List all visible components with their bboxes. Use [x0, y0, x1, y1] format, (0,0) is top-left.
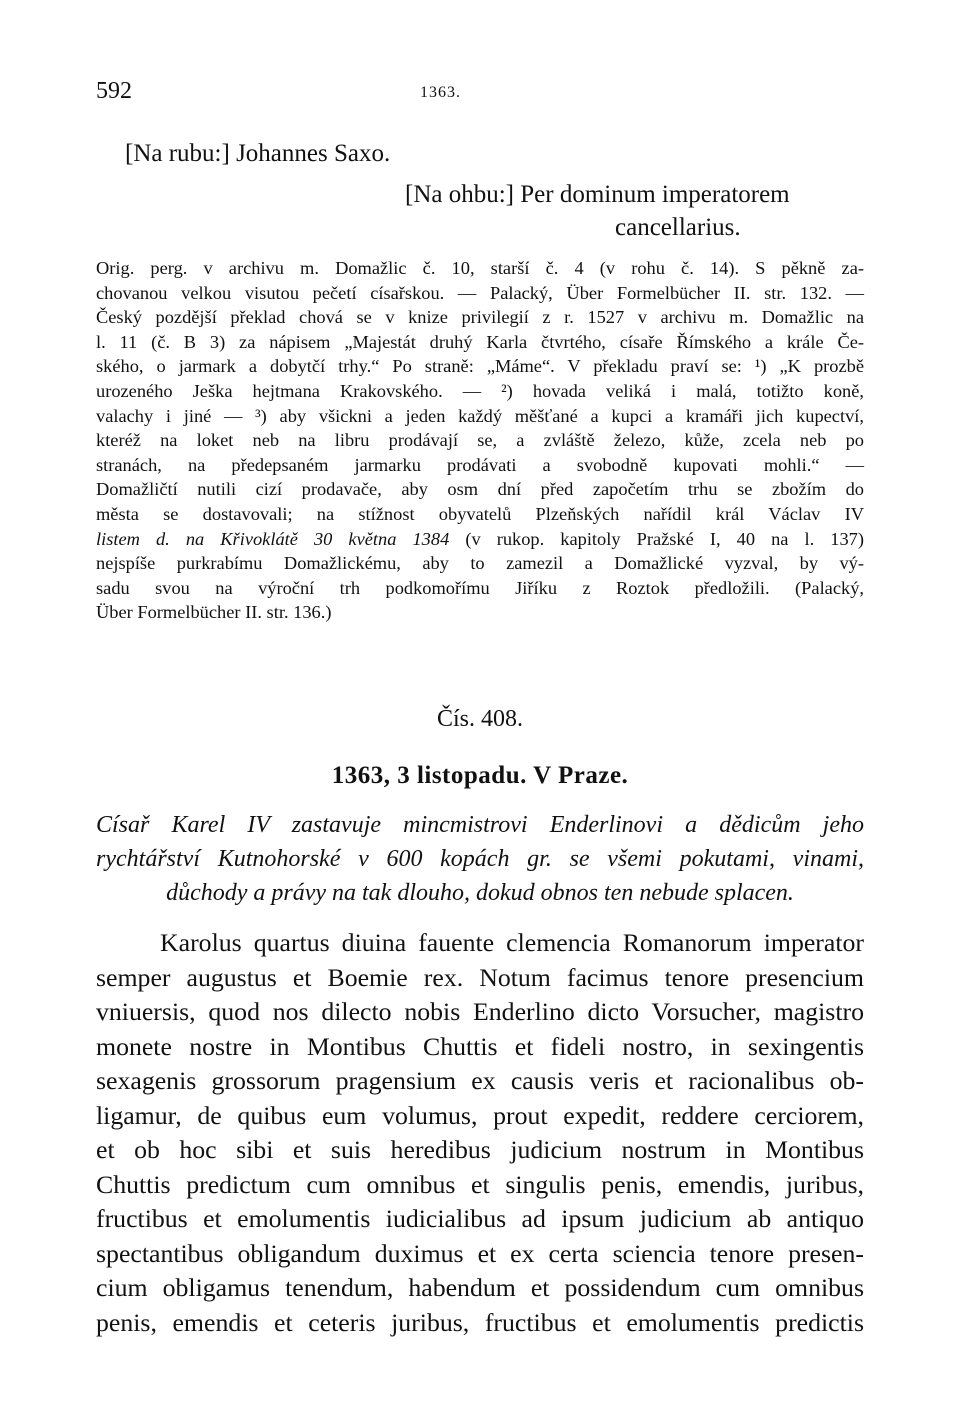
endorsement-rubus: [Na rubu:] Johannes Saxo.	[125, 140, 391, 167]
apparatus-line: l. 11 (č. B 3) za nápisem „Majestát druhý Karla čtvrtého, císaře Římského a krále Če-	[96, 331, 864, 352]
charter-line: fructibus et emolumentis iudicialibus ad ipsum judicium ab antiquo	[96, 1204, 864, 1233]
charter-line: spectantibus obligandum duximus et ex certa sciencia tenore presen-	[96, 1238, 864, 1268]
endorsement-ohbu-continued: cancellarius.	[615, 214, 741, 241]
endorsement-ohbu: [Na ohbu:] Per dominum imperatorem	[405, 181, 790, 208]
apparatus-line: stranách, na předepsaném jarmarku prodávati a svobodně kupovati mohli.“ —	[96, 454, 864, 475]
apparatus-line: valachy i jiné — ³) aby všickni a jeden každý měšťané a kupci a kramáři jich kupectví,	[96, 405, 864, 426]
charter-line: semper augustus et Boemie rex. Notum facimus tenore presencium	[96, 962, 864, 992]
regest-summary	[96, 808, 864, 910]
charter-line: vniuersis, quod nos dilecto nobis Enderlino dicto Vorsucher, magistro	[96, 997, 864, 1026]
date-place-heading: 1363, 3 listopadu. V Praze.	[331, 762, 629, 789]
charter-line: penis, emendis et ceteris juribus, fructibus et emolumentis predictis	[96, 1307, 864, 1337]
page-number: 592	[96, 78, 132, 104]
apparatus-italic-citation: listem d. na Křivoklátě 30 května 1384	[96, 528, 450, 549]
apparatus-citation-rest: (v rukop. kapitoly Pražské I, 40 na l. 137)	[449, 528, 864, 549]
apparatus-line: urozeného Ješka hejtmana Krakovského. — ²) hovada veliká i malá, totižto koně,	[96, 380, 864, 401]
critical-apparatus	[96, 256, 864, 625]
apparatus-line: města se dostavovali; na stížnost obyvatelů Plzeňských nařídil král Václav IV	[96, 503, 864, 524]
apparatus-line: sadu svou na výroční trh podkomořímu Jiříku z Roztok předložili. (Palacký,	[96, 577, 864, 598]
charter-line: Chuttis predictum cum omnibus et singulis penis, emendis, juribus,	[96, 1169, 864, 1199]
apparatus-line: Orig. perg. v archivu m. Domažlic č. 10, starší č. 4 (v rohu č. 14). S pěkně za-	[96, 258, 864, 278]
apparatus-line: Über Formelbücher II. str. 136.)	[96, 602, 332, 623]
apparatus-line-with-italic	[96, 527, 864, 552]
regest-line: důchody a právy na tak dlouho, dokud obnos ten nebude splacen.	[166, 880, 794, 906]
charter-line: monete nostre in Montibus Chuttis et fideli nostro, in sexingentis	[96, 1031, 864, 1061]
apparatus-line: ského, o jarmark a dobytčí trhy.“ Po straně: „Máme“. V překladu praví se: ¹) „K prozbě	[96, 356, 864, 377]
charter-line: Karolus quartus diuina fauente clemencia Romanorum imperator	[160, 928, 864, 957]
document-number: Čís. 408.	[436, 706, 523, 732]
regest-line: Císař Karel IV zastavuje mincmistrovi Enderlinovi a dědicům jeho	[96, 812, 864, 838]
apparatus-line: Domažličtí nutili cizí prodavače, aby osm dní před započetím trhu se zbožím do	[96, 479, 864, 500]
apparatus-line: nejspíše purkrabímu Domažlickému, aby to zamezil a Domažlické vyzval, by vý-	[96, 553, 864, 574]
regest-line: rychtářství Kutnohorské v 600 kopách gr. se všemi pokutami, vinami,	[96, 846, 864, 872]
charter-text	[96, 926, 864, 1340]
charter-line: ligamur, de quibus eum volumus, prout expedit, reddere cerciorem,	[96, 1100, 864, 1130]
running-head: 1363.	[420, 84, 461, 101]
charter-line: cium obligamus tenendum, habendum et possidendum cum omnibus	[96, 1273, 864, 1302]
apparatus-line: chovanou velkou visutou pečetí císařskou. — Palacký, Über Formelbücher II. str. 132. —	[96, 282, 864, 303]
charter-line: et ob hoc sibi et suis heredibus judicium nostrum in Montibus	[96, 1135, 864, 1164]
apparatus-line: Český pozdější překlad chová se v knize privilegií z r. 1527 v archivu m. Domažlic na	[96, 307, 864, 328]
charter-line: sexagenis grossorum pragensium ex causis veris et racionalibus ob-	[96, 1066, 864, 1095]
apparatus-line: kteréž na loket neb na libru prodávají se, a zvláště železo, kůže, zcela neb po	[96, 430, 864, 451]
